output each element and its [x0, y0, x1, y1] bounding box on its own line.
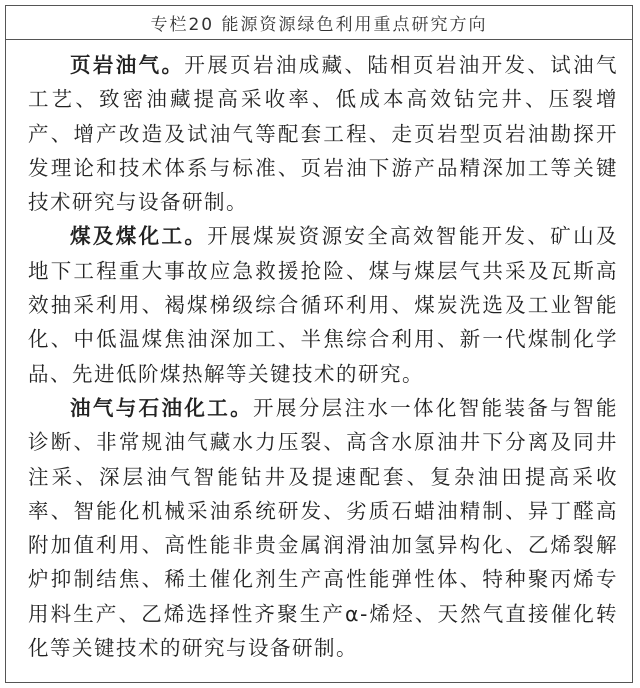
section-shale-oil-gas: [28, 48, 618, 219]
section-body: 开展煤炭资源安全高效智能开发、矿山及地下工程重大事故应急救援抢险、煤与煤层气共采及瓦斯高效抽采利用、褐煤梯级综合循环利用、煤炭洗选及工业智能化、中低温煤焦油深加工、半焦综合利用、新一代煤制化学品、先进低阶煤热解等关键技术的研究。: [28, 224, 619, 386]
box-content: [6, 40, 632, 665]
section-body: 开展分层注水一体化智能装备与智能诊断、非常规油气藏水力压裂、高含水原油井下分离及同井注采、深层油气智能钻井及提速配套、复杂油田提高采收率、智能化机械采油系统研发、劣质石蜡油精制、异丁醛高附加值利用、高性能非贵金属润滑油加氢异构化、乙烯裂解炉抑制结焦、稀土催化剂生产高性能弹性体、特种聚丙烯专用料生产、乙烯选择性齐聚生产α-烯烃、天然气直接催化转化等关键技术的研究与设备研制。: [28, 395, 619, 661]
feature-box: [5, 5, 633, 683]
section-oil-gas-petrochemical: [28, 391, 618, 665]
section-coal-chemical: [28, 219, 618, 390]
box-title: 专栏20 能源资源绿色利用重点研究方向: [6, 6, 632, 40]
section-body: 开展页岩油成藏、陆相页岩油开发、试油气工艺、致密油藏提高采收率、低成本高效钻完井、压裂增产、增产改造及试油气等配套工程、走页岩型页岩油勘探开发理论和技术体系与标准、页岩油下游产品精深加工等关键技术研究与设备研制。: [28, 53, 619, 215]
section-heading: 油气与石油化工。: [70, 395, 253, 420]
section-heading: 煤及煤化工。: [70, 224, 208, 249]
section-heading: 页岩油气。: [70, 53, 185, 77]
